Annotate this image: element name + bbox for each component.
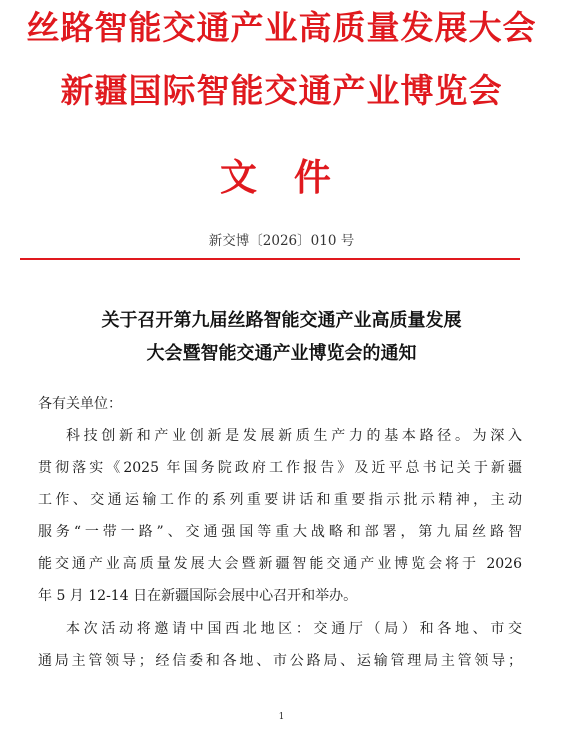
paragraph-line: 能交通产业高质量发展大会暨新疆智能交通产业博览会将于 2026 <box>38 556 522 572</box>
paragraph-line: 工作、交通运输工作的系列重要讲话和重要指示批示精神，主动 <box>38 492 522 508</box>
header-divider <box>20 258 520 260</box>
paragraph-line: 服务“一带一路”、交通强国等重大战略和部署，第九届丝路智 <box>38 524 522 540</box>
header-org-line-1: 丝路智能交通产业高质量发展大会 <box>26 8 537 47</box>
paragraph-line: 贯彻落实《2025 年国务院政府工作报告》及近平总书记关于新疆 <box>38 460 522 476</box>
paragraph-line: 本次活动将邀请中国西北地区：交通厅（局）和各地、市交 <box>66 621 522 637</box>
paragraph-line: 通局主管领导；经信委和各地、市公路局、运输管理局主管领导； <box>38 653 522 669</box>
header-org-line-2: 新疆国际智能交通产业博览会 <box>60 71 503 110</box>
page-number: 1 <box>278 712 285 722</box>
salutation: 各有关单位： <box>38 396 122 412</box>
notice-title-line-1: 关于召开第九届丝路智能交通产业高质量发展 <box>101 310 462 331</box>
header-document-label: 文 件 <box>220 155 343 199</box>
document-number: 新交博〔2026〕010 号 <box>208 233 355 249</box>
notice-title-line-2: 大会暨智能交通产业博览会的通知 <box>146 343 417 364</box>
paragraph-line: 年 5 月 12-14 日在新疆国际会展中心召开和举办。 <box>38 588 358 604</box>
paragraph-line: 科技创新和产业创新是发展新质生产力的基本路径。为深入 <box>66 428 522 444</box>
